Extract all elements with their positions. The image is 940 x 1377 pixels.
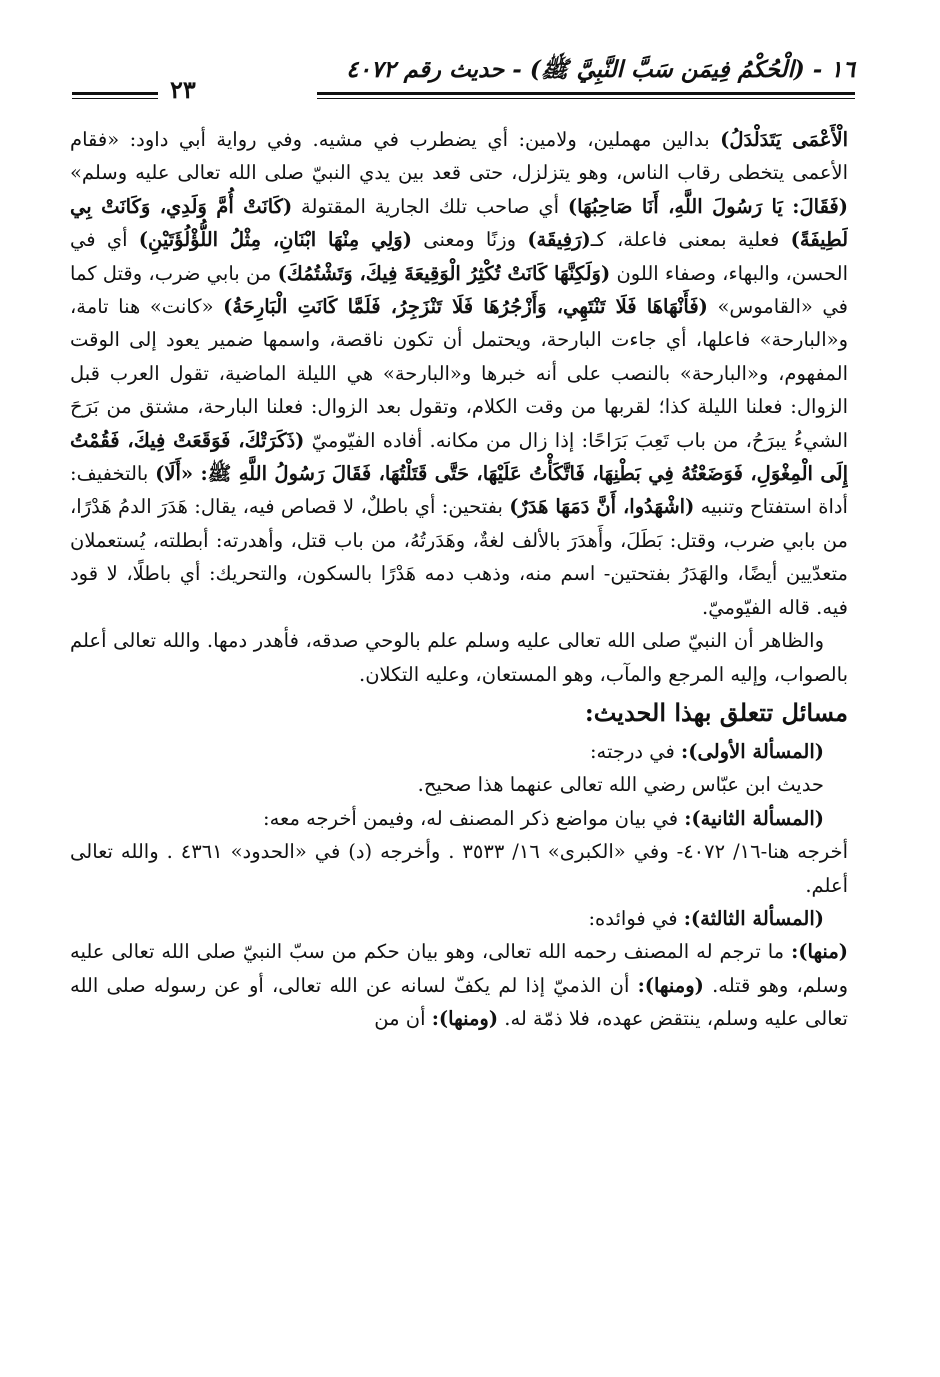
commentary-text: أي صاحب تلك الجارية المقتولة xyxy=(292,194,568,218)
benefit-text: أن من xyxy=(374,1007,432,1031)
header-rule-short xyxy=(72,92,158,99)
commentary-text: «كانت» هنا تامة، و«البارحة» فاعلها، أي جاءت البارحة، ويحتمل أن تكون ناقصة، واسمها ضمير يعود إلى الوقت المفهوم، و«البارحة» بالنصب على أنه خبرها و«البارحة» هي الليلة الماضية، تقول العرب قبل الزوال: فعلنا الليلة كذا؛ لقربها من وقت الكلام، وتقول بعد الزوال: فعلنا البارحة، مشتق من بَرَحَ الشيءُ يبرَحُ، من باب تَعِبَ بَرَاحًا: إذا زال من مكانه. أفاده الفيّوميّ xyxy=(70,295,848,452)
issue-1 xyxy=(70,735,848,768)
commentary-text: من بابي ضرب، وقتل كما في «القاموس» xyxy=(70,261,848,319)
commentary-text: وزنًا ومعنى xyxy=(411,228,528,252)
issue-2 xyxy=(70,802,848,835)
issue-2-body: أخرجه هنا-١٦/ ٤٠٧٢- وفي «الكبرى» ١٦/ ٣٥٣٣ . وأخرجه (د) في «الحدود» ٤٣٦١ . والله تعالى أعلم. xyxy=(70,840,848,897)
commentary-quote: الْأَعْمَى يَتَدَلْدَلُ) xyxy=(720,128,848,151)
commentary-quote: (ذَكَرَتْكَ، فَوَقَعَتْ فِيكَ، فَقُمْتُ إِلَى الْمِغْوَلِ، فَوَضَعْتُهُ فِي بَطْنِهَا، فَاتَّكَأْتُ عَلَيْهَا، حَتَّى قَتَلْتُهَا، فَقَالَ رَسُولُ اللَّهِ ﷺ: «أَلَا) xyxy=(70,428,848,486)
commentary-text: أي في الحسن، والبهاء، وصفاء اللون xyxy=(70,228,848,285)
commentary-quote: (وَلَكِنَّهَا كَانَتْ تُكْثِرُ الْوَقِيعَةَ فِيكَ، وَتَشْتُمُكَ) xyxy=(277,261,611,285)
conclusion-paragraph: والظاهر أن النبيّ صلى الله تعالى عليه وسلم علم بالوحي صدقه، فأهدر دمها. والله تعالى أعلم بالصواب، وإليه المرجع والمآب، وهو المستعان، وعليه التكلان. xyxy=(70,629,848,686)
issue-1-body: حديث ابن عبّاس رضي الله تعالى عنهما هذا صحيح. xyxy=(417,773,824,797)
commentary-quote: (فَأَنْهَاهَا فَلَا تَنْتَهِي، وَأَزْجُرُهَا فَلَا تَنْزَجِرُ، فَلَمَّا كَانَتِ الْبَارِحَةُ) xyxy=(223,295,708,319)
commentary-quote: (فَقَالَ: يَا رَسُولَ اللَّهِ، أَنَا صَاحِبُهَا) xyxy=(567,194,848,218)
issue-1-label: (المسألة الأولى): xyxy=(681,739,824,763)
commentary-quote: (رَفِيقَة) xyxy=(527,228,591,252)
issue-2-title: في بيان مواضع ذكر المصنف له، وفيمن أخرجه معه: xyxy=(263,806,685,830)
commentary-quote: (اشْهَدُوا، أَنَّ دَمَهَا هَدَرٌ) xyxy=(509,495,695,519)
benefit-text: ما ترجم له المصنف رحمه الله تعالى، وهو بيان حكم من سبّ النبيّ صلى الله تعالى عليه وسلم، وهو قتله. xyxy=(70,940,848,997)
issue-1-title: في درجته: xyxy=(589,739,682,763)
benefit-quote: (ومنها): xyxy=(431,1007,499,1031)
commentary-text: بالتخفيف: أداة استفتاح وتنبيه xyxy=(70,462,848,519)
page-body xyxy=(70,123,848,1345)
commentary-text: بدالين مهملين، ولامين: أي يضطرب في مشيه. وفي رواية أبي داود: «فقام الأعمى يتخطى رقاب الناس، وهو يتزلزل، حتى قعد بين يدي النبيّ صلى الله تعالى عليه وسلم» xyxy=(70,128,848,185)
commentary-quote: (كَانَتْ أُمَّ وَلَدِي، وَكَانَتْ بِي لَطِيفَةً) xyxy=(70,194,848,252)
benefit-quote: (ومنها): xyxy=(637,973,704,997)
commentary-paragraph xyxy=(70,123,848,624)
commentary-quote: (وَلِي مِنْهَا ابْنَانِ، مِثْلُ اللُّؤْلُؤَتَيْنِ) xyxy=(138,228,412,252)
page-number: ٢٣ xyxy=(170,75,196,104)
commentary-text: فعلية بمعنى فاعلة، كـ xyxy=(590,228,791,252)
running-header xyxy=(70,55,855,104)
section-heading: مسائل تتعلق بهذا الحديث: xyxy=(584,697,848,727)
issue-3-label: (المسألة الثالثة): xyxy=(683,906,824,930)
header-rule xyxy=(317,92,855,99)
issue-3-title: في فوائده: xyxy=(588,906,684,930)
header-title: ١٦ - (الْحُكْمُ فِيمَن سَبَّ النَّبِيَّ ﷺ) - حديث رقم ٤٠٧٢ xyxy=(346,56,855,83)
commentary-text: بفتحين: أي باطلٌ، لا قصاص فيه، يقال: هَدَرَ الدمُ هَدْرًا، من بابي ضرب، وقتل: بَطَلَ، وأَهدَرَ بالألف لغةٌ، وهَدَرتُهُ، من باب قتل، وأهدرته: أبطلته، يُستعملان متعدّيين أيضًا، والهَدَرُ بفتحتين- اسم منه، وذهب دمه هَدْرًا بالسكون، والتحريك: أي باطلًا، لا قود فيه. قاله الفيّوميّ. xyxy=(70,495,848,619)
issue-3-body xyxy=(70,935,848,1035)
issue-2-label: (المسألة الثانية): xyxy=(684,806,824,830)
benefit-text: أن الذميّ إذا لم يكفّ لسانه عن الله تعالى، أو عن رسوله صلى الله تعالى عليه وسلم، ينتقض عهده، فلا ذمّة له. xyxy=(70,973,848,1031)
benefit-quote: (منها): xyxy=(791,940,848,964)
issue-3 xyxy=(70,902,848,935)
